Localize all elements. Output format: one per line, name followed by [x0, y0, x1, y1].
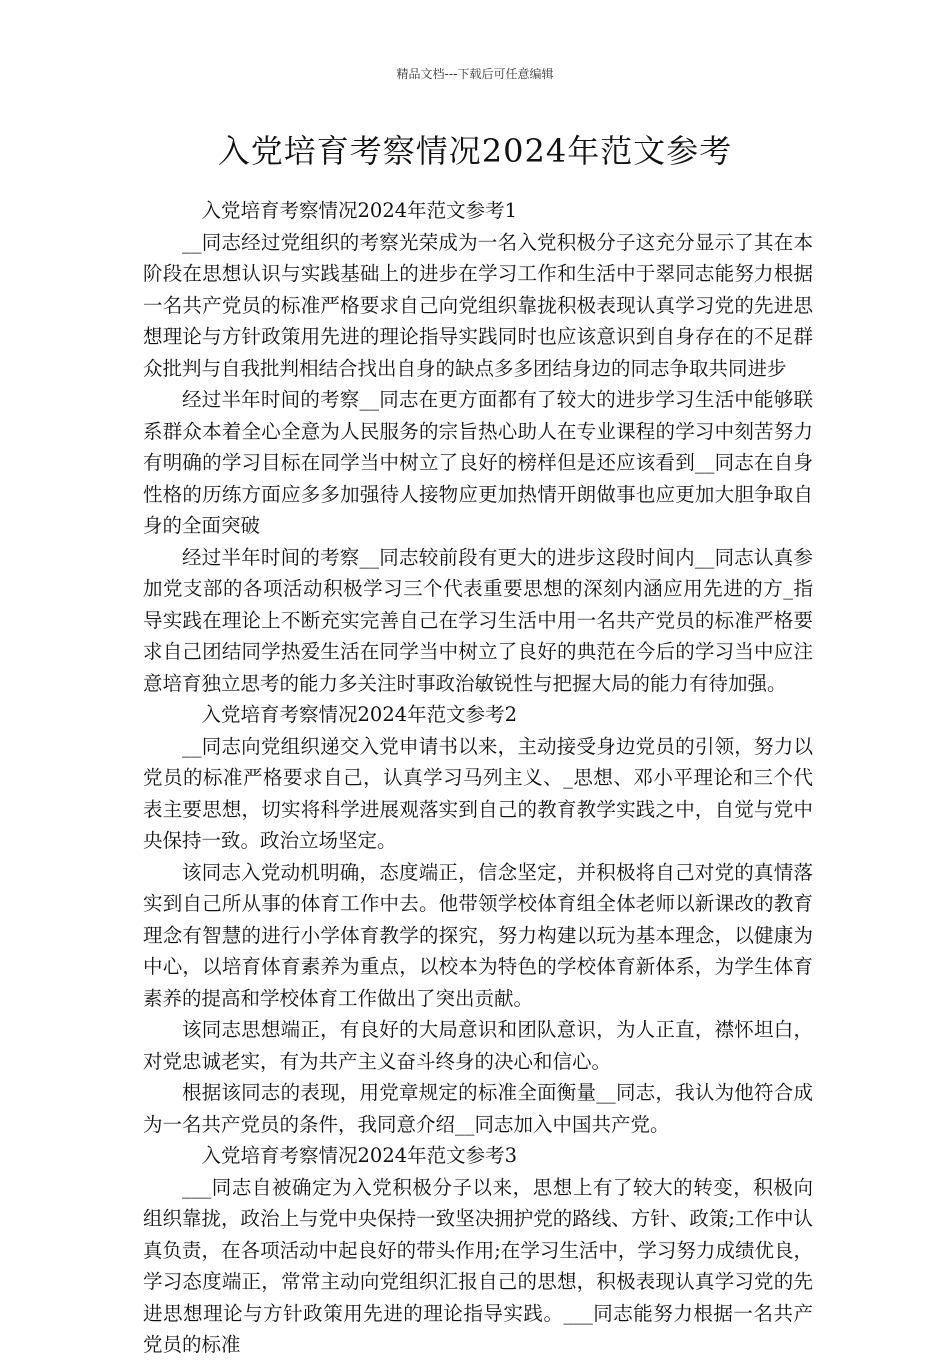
paragraph: 经过半年时间的考察__同志在更方面都有了较大的进步学习生活中能够联系群众本着全心全意为人民服务的宗旨热心助人在专业课程的学习中刻苦努力有明确的学习目标在同学当中树立了良好的榜样但是还应该看到__同志在自身性格的历练方面应多多加强待人接物应更加热情开朗做事也应更加大胆争取自身的全面突破	[143, 388, 813, 537]
paragraph: 该同志入党动机明确，态度端正，信念坚定，并积极将自己对党的真情落实到自己所从事的体育工作中去。他带领学校体育组全体老师以新课改的教育理念有智慧的进行小学体育教学的探究，努力构建以玩为基本理念，以健康为中心，以培育体育素养为重点，以校本为特色的学校体育新体系，为学生体育素养的提高和学校体育工作做出了突出贡献。	[143, 860, 813, 1010]
document-title: 入党培育考察情况2024年范文参考	[217, 132, 733, 170]
page-header: 精品文档---下载后可任意编辑	[396, 67, 554, 81]
paragraph: ___同志自被确定为入党积极分子以来，思想上有了较大的转变，积极向组织靠拢，政治上与党中央保持一致坚决拥护党的路线、方针、政策;工作中认真负责，在各项活动中起良好的带头作用;在学习生活中，学习努力成绩优良，学习态度端正，常常主动向党组织汇报自己的思想，积极表现认真学习党的先进思想理论与方针政策用先进的理论指导实践。___同志能努力根据一名共产党员的标准	[143, 1175, 813, 1356]
paragraph: 该同志思想端正，有良好的大局意识和团队意识，为人正直，襟怀坦白，对党忠诚老实，有为共产主义奋斗终身的决心和信心。	[143, 1018, 813, 1073]
paragraph: 根据该同志的表现，用党章规定的标准全面衡量__同志，我认为他符合成为一名共产党员的条件，我同意介绍__同志加入中国共产党。	[143, 1081, 813, 1136]
section-heading: 入党培育考察情况2024年范文参考2	[201, 703, 518, 726]
paragraph: 经过半年时间的考察__同志较前段有更大的进步这段时间内__同志认真参加党支部的各项活动积极学习三个代表重要思想的深刻内涵应用先进的方_指导实践在理论上不断充实完善自己在学习生活中用一名共产党员的标准严格要求自己团结同学热爱生活在同学当中树立了良好的典范在今后的学习当中应注意培育独立思考的能力多关注时事政治敏锐性与把握大局的能力有待加强。	[143, 545, 813, 695]
document-body	[143, 195, 813, 1361]
paragraph: __同志经过党组织的考察光荣成为一名入党积极分子这充分显示了其在本阶段在思想认识与实践基础上的进步在学习工作和生活中于翠同志能努力根据一名共产党员的标准严格要求自己向党组织靠拢积极表现认真学习党的先进思想理论与方针政策用先进的理论指导实践同时也应该意识到自身存在的不足群众批判与自我批判相结合找出自身的缺点多多团结身边的同志争取共同进步	[143, 230, 813, 380]
section-heading: 入党培育考察情况2024年范文参考1	[201, 199, 518, 222]
paragraph: __同志向党组织递交入党申请书以来，主动接受身边党员的引领，努力以党员的标准严格要求自己，认真学习马列主义、_思想、邓小平理论和三个代表主要思想，切实将科学进展观落实到自己的教育教学实践之中，自觉与党中央保持一致。政治立场坚定。	[143, 734, 813, 852]
section-heading: 入党培育考察情况2024年范文参考3	[201, 1144, 518, 1167]
